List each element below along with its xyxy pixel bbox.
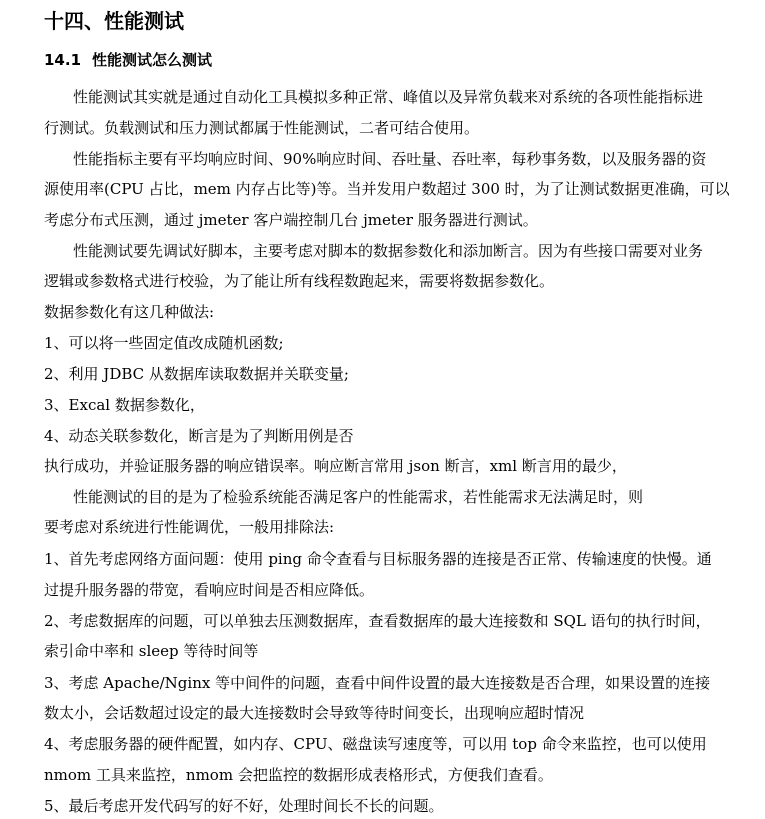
list-item: nmom 工具来监控，nmom 会把监控的数据形成表格形式，方便我们查看。: [44, 766, 553, 784]
list-item: 4、动态关联参数化，断言是为了判断用例是否: [44, 427, 354, 445]
paragraph-line: 执行成功，并验证服务器的响应错误率。响应断言常用 json 断言，xml 断言用的最少，: [44, 457, 627, 475]
paragraph-line: 性能测试其实就是通过自动化工具模拟多种正常、峰值以及异常负载来对系统的各项性能指标进: [73, 88, 704, 106]
list-item: 3、Excal 数据参数化，: [44, 396, 205, 414]
list-item: 1、可以将一些固定值改成随机函数;: [44, 334, 284, 352]
paragraph-line: 性能测试要先调试好脚本，主要考虑对脚本的数据参数化和添加断言。因为有些接口需要对业务: [73, 242, 704, 260]
list-item: 4、考虑服务器的硬件配置，如内存、CPU、磁盘读写速度等，可以用 top 命令来监控，也可以使用: [44, 735, 707, 753]
list-item: 5、最后考虑开发代码写的好不好，处理时间长不长的问题。: [44, 797, 444, 815]
paragraph-line: 逻辑或参数格式进行校验，为了能让所有线程数跑起来，需要将数据参数化。: [44, 272, 555, 290]
list-item: 1、首先考虑网络方面问题：使用 ping 命令查看与目标服务器的连接是否正常、传输速度的快慢。通: [44, 550, 712, 568]
paragraph-line: 要考虑对系统进行性能调优，一般用排除法:: [44, 518, 335, 536]
list-item: 2、考虑数据库的问题，可以单独去压测数据库，查看数据库的最大连接数和 SQL 语句的执行时间，: [44, 612, 711, 630]
paragraph-line: 行测试。负载测试和压力测试都属于性能测试，二者可结合使用。: [44, 119, 480, 137]
section-title: 性能测试怎么测试: [92, 51, 213, 69]
list-item: 索引命中率和 sleep 等待时间等: [44, 642, 259, 660]
paragraph-line: 性能测试的目的是为了检验系统能否满足客户的性能需求，若性能需求无法满足时，则: [73, 488, 644, 506]
list-item: 过提升服务器的带宽，看响应时间是否相应降低。: [44, 581, 375, 599]
section-number: 14.1: [44, 51, 82, 69]
paragraph-line: 考虑分布式压测，通过 jmeter 客户端控制几台 jmeter 服务器进行测试。: [44, 211, 538, 229]
list-item: 3、考虑 Apache/Nginx 等中间件的问题，查看中间件设置的最大连接数是否合理，如果设置的连接: [44, 674, 711, 692]
list-item: 2、利用 JDBC 从数据库读取数据并关联变量;: [44, 365, 349, 383]
chapter-title: 十四、性能测试: [44, 9, 184, 33]
list-item: 数太小，会话数超过设定的最大连接数时会导致等待时间变长，出现响应超时情况: [44, 704, 585, 722]
paragraph-line: 源使用率(CPU 占比，mem 内存占比等)等。当并发用户数超过 300 时，为了让测试数据更准确，可以: [44, 180, 730, 198]
section-heading: [44, 49, 212, 71]
paragraph-line: 性能指标主要有平均响应时间、90%响应时间、吞吐量、吞吐率，每秒事务数，以及服务器的资: [73, 150, 707, 168]
paragraph-line: 数据参数化有这几种做法:: [44, 303, 215, 321]
